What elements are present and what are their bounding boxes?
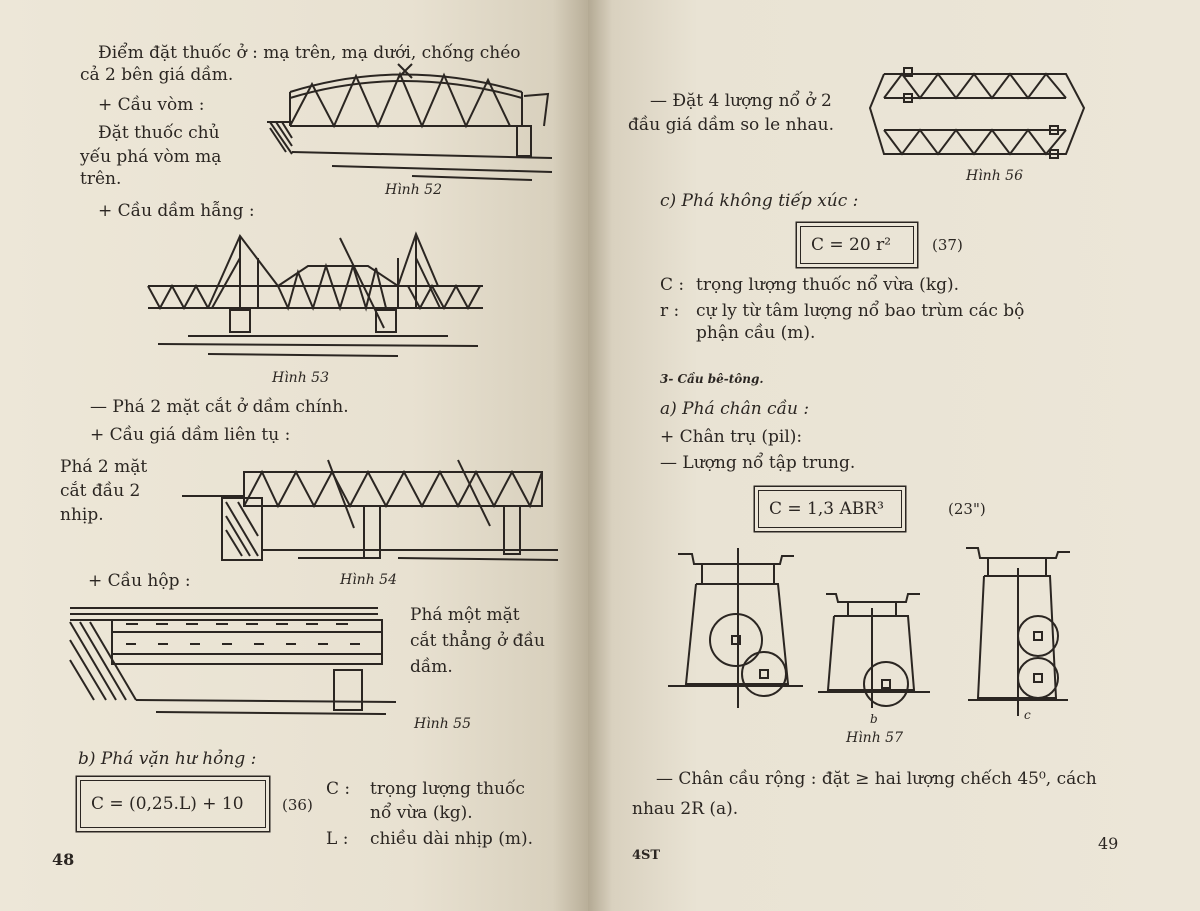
intro-line-1: Điểm đặt thuốc ở : mạ trên, mạ dưới, chống chéo	[98, 43, 521, 63]
right-para-2: đầu giá dầm so le nhau.	[628, 115, 834, 135]
concentrated-charge: — Lượng nổ tập trung.	[660, 453, 856, 473]
arch-text-1: Đặt thuốc chủ	[98, 123, 220, 143]
section-a-heading: a) Phá chân cầu :	[660, 399, 810, 419]
formula-37: C = 20 r²	[811, 235, 892, 255]
cantilever-heading: + Cầu dầm hẫng :	[98, 201, 255, 221]
arch-text-3: trên.	[80, 169, 122, 189]
figure-52-caption: Hình 52	[385, 182, 442, 198]
formula-36-number: (36)	[282, 796, 313, 814]
def-c-line-2: nổ vừa (kg).	[370, 803, 473, 823]
def-r-line-1: cự ly từ tâm lượng nổ bao trùm các bộ	[696, 301, 1025, 321]
arch-heading: + Cầu vòm :	[98, 95, 205, 115]
formula-37-number: (37)	[932, 236, 963, 254]
figure-55-caption: Hình 55	[414, 716, 471, 732]
figure-55-box-bridge	[66, 600, 396, 720]
figure-57-piers	[658, 548, 1108, 718]
figure-56-caption: Hình 56	[966, 168, 1023, 184]
box-text-1: Phá một mặt	[410, 605, 520, 625]
figure-52-arch-bridge	[262, 62, 562, 182]
def-l-key: L :	[326, 829, 349, 849]
section-b-heading: b) Phá vặn hư hỏng :	[78, 749, 257, 769]
cantilever-note: — Phá 2 mặt cắt ở dầm chính.	[90, 397, 349, 417]
page-number-left: 48	[52, 850, 75, 869]
wide-pier-line-1: — Chân cầu rộng : đặt ≥ hai lượng chếch 45⁰, cách	[656, 769, 1097, 789]
figure-53-caption: Hình 53	[272, 370, 329, 386]
box-text-3: dầm.	[410, 657, 453, 677]
def-r-key: r :	[660, 301, 680, 321]
continuous-text-2: cắt đầu 2	[60, 481, 141, 501]
formula-37-box	[800, 226, 914, 264]
box-text-2: cắt thẳng ở đầu	[410, 631, 545, 651]
footer-code: 4ST	[632, 848, 661, 863]
figure-57-caption: Hình 57	[846, 730, 903, 746]
section-3-heading: 3- Cầu bê-tông.	[660, 372, 764, 386]
figure-53-cantilever-bridge	[148, 228, 488, 368]
formula-36: C = (0,25.L) + 10	[91, 794, 244, 814]
page-number-right: 49	[1098, 834, 1119, 853]
formula-23: C = 1,3 ABR³	[769, 499, 884, 519]
def-l: chiều dài nhịp (m).	[370, 829, 533, 849]
continuous-heading: + Cầu giá dầm liên tụ :	[90, 425, 291, 445]
figure-54-continuous-bridge	[178, 460, 568, 580]
def-r-line-2: phận cầu (m).	[696, 323, 816, 343]
figure-56-truss-plan	[870, 64, 1100, 164]
intro-line-2: cả 2 bên giá dầm.	[80, 65, 234, 85]
wide-pier-line-2: nhau 2R (a).	[632, 799, 739, 819]
right-para-1: — Đặt 4 lượng nổ ở 2	[650, 91, 832, 111]
formula-36-box	[80, 780, 266, 828]
figure-57-label-b: b	[870, 712, 878, 726]
right-page	[588, 0, 1200, 911]
section-c-heading: c) Phá không tiếp xúc :	[660, 191, 859, 211]
def-c-line-1: trọng lượng thuốc	[370, 779, 525, 799]
def-c-key-right: C :	[660, 275, 685, 295]
def-c-right: trọng lượng thuốc nổ vừa (kg).	[696, 275, 960, 295]
left-page	[0, 0, 588, 911]
formula-23-number: (23")	[948, 500, 986, 518]
box-heading: + Cầu hộp :	[88, 571, 191, 591]
continuous-text-1: Phá 2 mặt	[60, 457, 148, 477]
figure-54-caption: Hình 54	[340, 572, 397, 588]
formula-23-box	[758, 490, 902, 528]
continuous-text-3: nhịp.	[60, 505, 104, 525]
arch-text-2: yếu phá vòm mạ	[80, 147, 222, 167]
figure-57-label-c: c	[1024, 708, 1031, 722]
def-c-key: C :	[326, 779, 351, 799]
pier-heading: + Chân trụ (pil):	[660, 427, 803, 447]
